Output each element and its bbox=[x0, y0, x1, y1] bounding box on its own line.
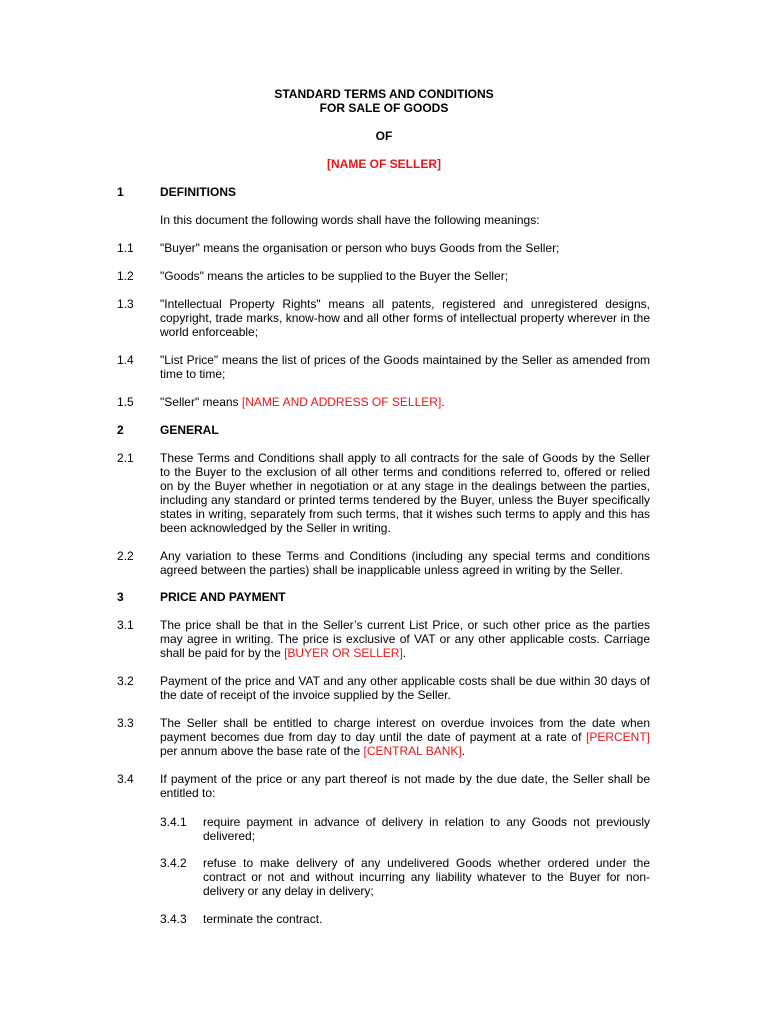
clause-3-2-text: Payment of the price and VAT and any other applicable costs shall be due within 30 days of the date of receipt of the invoice supplied by the Seller. bbox=[160, 674, 650, 702]
clause-3-1-pre: The price shall be that in the Seller’s current List Price, or such other price as the parties may agree in writing. The price is exclusive of VAT or any other applicable costs. Carriage shall be paid for by the bbox=[160, 618, 650, 660]
clause-1-4-number: 1.4 bbox=[117, 353, 134, 367]
clause-1-5-post: . bbox=[441, 395, 445, 409]
seller-address-placeholder: [NAME AND ADDRESS OF SELLER] bbox=[241, 395, 442, 409]
seller-name-placeholder: [NAME OF SELLER] bbox=[327, 157, 441, 171]
section-1-number: 1 bbox=[117, 185, 124, 199]
clause-3-4-1-text: require payment in advance of delivery in relation to any Goods not previously delivered; bbox=[203, 815, 650, 843]
percent-placeholder: [PERCENT] bbox=[585, 730, 650, 744]
clause-3-2-number: 3.2 bbox=[117, 674, 134, 688]
clause-2-2-number: 2.2 bbox=[117, 549, 134, 563]
section-3-heading: PRICE AND PAYMENT bbox=[160, 590, 286, 604]
clause-1-1-text: "Buyer" means the organisation or person who buys Goods from the Seller; bbox=[160, 241, 560, 255]
clause-2-2-text: Any variation to these Terms and Conditions (including any special terms and conditions agreed between the parties) shall be inapplicable unless agreed in writing by the Seller. bbox=[160, 549, 650, 577]
clause-1-3-number: 1.3 bbox=[117, 297, 134, 311]
clause-3-3-pre: The Seller shall be entitled to charge interest on overdue invoices from the date when payment becomes due from day to day until the date of payment at a rate of bbox=[160, 716, 650, 744]
document-title-line-1: STANDARD TERMS AND CONDITIONS bbox=[274, 87, 494, 101]
clause-2-1-text: These Terms and Conditions shall apply to all contracts for the sale of Goods by the Seller to the Buyer to the exclusion of all other terms and conditions referred to, offered or relied on by the Buyer whether in negotiation or at any stage in the dealings between the parties, including any standard or printed terms tendered by the Buyer, unless the Buyer specifically states in writing, separately from such terms, that it wishes such terms to apply and this has been acknowledged by the Seller in writing. bbox=[160, 451, 650, 535]
clause-3-4-1-number: 3.4.1 bbox=[160, 815, 187, 829]
section-1-intro: In this document the following words shall have the following meanings: bbox=[160, 213, 540, 227]
clause-3-4-3-number: 3.4.3 bbox=[160, 912, 187, 926]
clause-1-4-text: "List Price" means the list of prices of the Goods maintained by the Seller as amended from time to time; bbox=[160, 353, 650, 381]
clause-1-2-number: 1.2 bbox=[117, 269, 134, 283]
carriage-party-placeholder: [BUYER OR SELLER] bbox=[284, 646, 403, 660]
clause-3-4-2-text: refuse to make delivery of any undelivered Goods whether ordered under the contract or not and without incurring any liability whatever to the Buyer for non-delivery or any delay in delivery; bbox=[203, 856, 650, 898]
clause-3-1-post: . bbox=[402, 646, 407, 660]
clause-3-3-post: . bbox=[461, 744, 466, 758]
clause-1-5-text bbox=[160, 395, 650, 409]
clause-3-4-text: If payment of the price or any part thereof is not made by the due date, the Seller shall be entitled to: bbox=[160, 772, 650, 800]
clause-3-3-text bbox=[160, 716, 650, 758]
clause-2-1-number: 2.1 bbox=[117, 451, 134, 465]
clause-3-4-number: 3.4 bbox=[117, 772, 134, 786]
clause-1-5-number: 1.5 bbox=[117, 395, 134, 409]
clause-3-4-3-text: terminate the contract. bbox=[203, 912, 323, 926]
clause-3-1-text bbox=[160, 618, 650, 660]
clause-3-3-number: 3.3 bbox=[117, 716, 134, 730]
section-2-heading: GENERAL bbox=[160, 423, 219, 437]
clause-1-1-number: 1.1 bbox=[117, 241, 134, 255]
clause-3-1-number: 3.1 bbox=[117, 618, 134, 632]
clause-3-4-2-number: 3.4.2 bbox=[160, 856, 187, 870]
document-title-line-2: FOR SALE OF GOODS bbox=[319, 101, 449, 115]
section-3-number: 3 bbox=[117, 590, 124, 604]
clause-1-2-text: "Goods" means the articles to be supplied to the Buyer the Seller; bbox=[160, 269, 509, 283]
clause-1-3-text: "Intellectual Property Rights" means all patents, registered and unregistered designs, copyright, trade marks, know-how and all other forms of intellectual property wherever in the world enforceable; bbox=[160, 297, 650, 339]
document-title-of: OF bbox=[375, 129, 393, 143]
central-bank-placeholder: [CENTRAL BANK] bbox=[363, 744, 462, 758]
clause-3-3-mid: per annum above the base rate of the bbox=[160, 744, 364, 758]
section-2-number: 2 bbox=[117, 423, 124, 437]
section-1-heading: DEFINITIONS bbox=[160, 185, 237, 199]
clause-1-5-pre: "Seller" means bbox=[160, 395, 242, 409]
